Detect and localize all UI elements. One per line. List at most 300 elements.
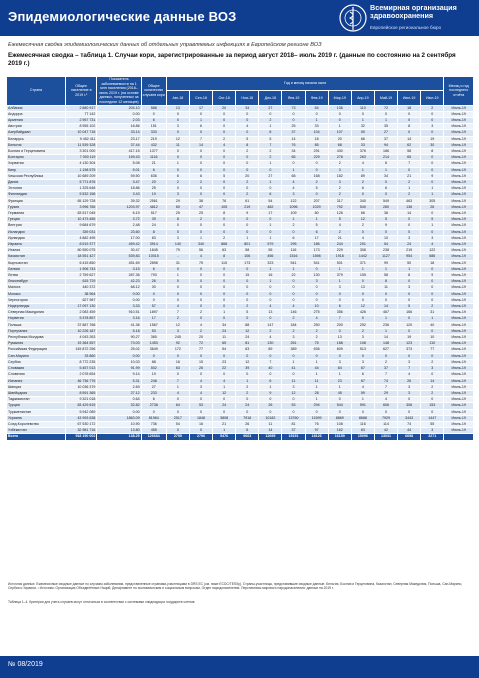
cell-month-value: 66 [351,136,374,142]
cell-month-value: 1 [305,397,328,403]
cell-country: Швейцария [7,390,66,396]
cell-country: Литва [7,273,66,279]
cell-month-value: 130 [305,273,328,279]
cell-month-value: 81 [282,421,305,427]
cell-total: 53 [141,328,166,334]
cell-month-value: 4 [189,254,212,260]
cell-month-value: 3 [166,328,189,334]
cell-month-value: 0 [259,217,282,223]
cell-month-value: 7 [374,384,397,390]
cell-month-value: 1 [305,117,328,123]
cell-month-value: 7929 [374,415,397,421]
cell-country: Румыния [7,341,66,347]
cell-month-value: 186 [374,148,397,154]
cell-month-value: 20 [328,136,351,142]
cell-month-value: 182 [328,173,351,179]
cell-incidence: 23.17 [97,136,141,142]
cell-country: Северная Македония [7,310,66,316]
cell-total: 1453 [141,341,166,347]
cell-month-value: 2 [328,229,351,235]
cell-total: 2738 [141,403,166,409]
cell-country: Австрия [7,124,66,130]
cell-country: Словакия [7,366,66,372]
cell-month-value: 4 [166,304,189,310]
col-header-month: Мар-19 [328,91,351,105]
cell-population: 18 551 427 [65,254,97,260]
cell-month-value: 54 [374,242,397,248]
cell-month-value: 549 [374,198,397,204]
cell-month-value: 1 [351,266,374,272]
cell-month-value: 586 [421,254,444,260]
cell-month-value: 68 [328,142,351,148]
cell-month-value: 0 [421,229,444,235]
cell-month-value: 0 [374,111,397,117]
cell-month-value: 0 [421,285,444,291]
cell-month-value: 55 [421,421,444,427]
cell-total: 6 [141,397,166,403]
cell-month-value: 6 [189,173,212,179]
cell-month-value: 501 [328,260,351,266]
cell-population: 8 955 102 [65,124,97,130]
cell-month-value: 5 [236,136,259,142]
cell-month-value: 35 [374,124,397,130]
cell-last-report: Июль-19 [444,328,474,334]
cell-month-value: 0 [166,372,189,378]
cell-month-value: 0 [213,316,236,322]
cell-population: 8 772 235 [65,359,97,365]
cell-month-value: 0 [421,211,444,217]
cell-month-value: 37 [374,366,397,372]
cell-population: 3 996 765 [65,204,97,210]
col-header-month: Авг-18 [166,91,189,105]
cell-month-value: 19 [421,136,444,142]
cell-incidence: 5.18 [97,328,141,334]
cell-month-value: 8 [398,273,421,279]
cell-country: Сан-Марино [7,353,66,359]
cell-month-value: 0 [236,297,259,303]
cell-month-value: 2 [236,390,259,396]
cell-month-value: 609 [328,347,351,353]
cell-last-report: Июль-19 [444,291,474,297]
cell-month-value: 34 [282,148,305,154]
cell-month-value: 1 [421,223,444,229]
cell-month-value: 0 [398,291,421,297]
cell-month-value: 148 [374,341,397,347]
cell-month-value: 0 [166,409,189,415]
cell-month-value: 1 [166,273,189,279]
cell-month-value: 0 [305,285,328,291]
cell-month-value: 3 [398,235,421,241]
cell-month-value: 4 [305,316,328,322]
cell-month-value: 1516 [282,254,305,260]
cell-month-value: 0 [398,111,421,117]
cell-month-value: 0 [189,111,212,117]
cell-month-value: 2 [351,180,374,186]
cell-month-value: 1 [259,161,282,167]
cell-month-value: 2 [305,328,328,334]
cell-month-value: 24 [236,335,259,341]
cell-last-report: Июль-19 [444,204,474,210]
cell-month-value: 2 [189,217,212,223]
cell-total: 83 [141,235,166,241]
cell-month-value: 188 [328,341,351,347]
cell-month-value: 0 [374,297,397,303]
cell-country: Испания [7,378,66,384]
cell-month-value: 0 [421,117,444,123]
cell-month-value: 0 [189,316,212,322]
cell-last-report: Июль-19 [444,211,474,217]
cell-population: 1 906 743 [65,266,97,272]
cell-country: Босния и Герцеговина [7,148,66,154]
cell-country: Узбекистан [7,428,66,434]
cell-last-report: Июль-19 [444,279,474,285]
cell-month-value: 0 [259,291,282,297]
cell-last-report: Июль-19 [444,148,474,154]
col-header-country: Страна [7,77,66,106]
cell-country: Венгрия [7,223,66,229]
cell-month-value: 26 [236,421,259,427]
cell-population: 2 083 459 [65,310,97,316]
cell-month-value: 34 [374,173,397,179]
cell-month-value: 1 [305,384,328,390]
cell-incidence: 10.90 [97,421,141,427]
cell-month-value: 0 [259,186,282,192]
cell-month-value: 15096 [351,434,374,440]
cell-month-value: 0 [213,279,236,285]
cell-month-value: 430 [328,148,351,154]
cell-month-value: 2 [166,180,189,186]
cell-total: 20 [141,180,166,186]
cell-month-value: 9 [421,273,444,279]
cell-last-report: Июль-19 [444,341,474,347]
cell-month-value: 3 [398,285,421,291]
cell-month-value: 2 [421,105,444,111]
cell-month-value: 0 [166,266,189,272]
cell-month-value: 0 [166,148,189,154]
cell-last-report: Июль-19 [444,192,474,198]
cell-population: 4 130 304 [65,161,97,167]
cell-month-value: 6 [282,235,305,241]
cell-month-value: 9 [259,390,282,396]
cell-month-value: 379 [328,273,351,279]
cell-incidence: 3.43 [97,192,141,198]
col-header-month: Май-19 [374,91,397,105]
cell-month-value: 245 [166,335,189,341]
cell-month-value: 275 [305,310,328,316]
cell-month-value: 3 [421,235,444,241]
cell-month-value: 11 [374,285,397,291]
cell-country: Люксембург [7,279,66,285]
cell-month-value: 1 [236,235,259,241]
cell-month-value: 24 [213,403,236,409]
cell-month-value: 868 [213,242,236,248]
cell-country: Соед.Королевство [7,421,66,427]
col-header-month: Ноя-18 [236,91,259,105]
col-header-month: Апр-19 [351,91,374,105]
cell-month-value: 10 [374,235,397,241]
cell-month-value: 3 [398,359,421,365]
cell-month-value: 376 [351,148,374,154]
cell-month-value: 0 [398,217,421,223]
cell-month-value: 0 [421,291,444,297]
cell-month-value: 4 [259,304,282,310]
cell-month-value: 0 [166,297,189,303]
cell-month-value: 1029 [305,204,328,210]
cell-incidence: 539.83 [97,254,141,260]
cell-month-value: 3 [166,124,189,130]
cell-month-value: 7 [259,359,282,365]
cell-month-value: 16 [189,421,212,427]
cell-month-value: 0 [213,304,236,310]
org-region: Европейское региональное бюро [370,25,442,30]
cell-month-value: 14 [398,211,421,217]
cell-month-value: 2 [421,384,444,390]
cell-total: 24 [141,223,166,229]
cell-population: 19 364 557 [65,341,97,347]
cell-population: 2 957 731 [65,117,97,123]
cell-month-value: 373 [398,347,421,353]
cell-month-value: 47 [189,204,212,210]
cell-month-value: 173 [236,260,259,266]
cell-month-value: 9 [236,211,259,217]
cell-month-value: 0 [421,328,444,334]
cell-month-value: 41 [282,366,305,372]
cell-month-value: 6 [374,186,397,192]
cell-last-report: Июль-19 [444,415,474,421]
cell-month-value: 2 [259,155,282,161]
cell-month-value: 54 [213,347,236,353]
cell-month-value: 0 [259,297,282,303]
cell-month-value: 1848 [189,415,212,421]
cell-month-value: 23 [213,359,236,365]
cell-incidence: 0.00 [97,291,141,297]
cell-month-value: 50 [351,130,374,136]
cell-country: Российская Федерация [7,347,66,353]
cell-month-value: 10 [305,304,328,310]
cell-month-value: 2 [189,180,212,186]
cell-month-value: 0 [213,130,236,136]
cell-month-value: 1096 [282,204,305,210]
cell-country: Эстония [7,186,66,192]
cell-population: 17 097 130 [65,304,97,310]
cell-month-value: 2 [189,328,212,334]
cell-last-report: Июль-19 [444,173,474,179]
cell-month-value: 147 [259,322,282,328]
cell-month-value: 389 [282,347,305,353]
cell-month-value: 89 [259,347,282,353]
cell-country: Германия [7,211,66,217]
cell-month-value: 0 [398,409,421,415]
cell-month-value: 8 [398,124,421,130]
cell-month-value: 0 [421,409,444,415]
cell-population: 65 129 728 [65,198,97,204]
cell-month-value: 68 [282,173,305,179]
cell-month-value: 340 [351,198,374,204]
cell-month-value: 14 [421,378,444,384]
cell-incidence: 9.14 [97,372,141,378]
cell-month-value: 8 [259,130,282,136]
cell-month-value: 467 [374,310,397,316]
cell-last-report: Июль-19 [444,403,474,409]
cell-month-value: 1 [259,279,282,285]
cell-last-report: Июль-19 [444,316,474,322]
cell-incidence: 0.00 [97,409,141,415]
cell-month-value: 45 [328,390,351,396]
cell-month-value: 0 [236,291,259,297]
cell-incidence: 287.36 [97,273,141,279]
cell-total: 8 [141,229,166,235]
cell-month-value: 1 [259,124,282,130]
cell-incidence: 159.43 [97,155,141,161]
cell-population: 4 043 263 [65,335,97,341]
cell-month-value: 0 [189,273,212,279]
cell-month-value: 12 [166,322,189,328]
cell-month-value: 0 [282,291,305,297]
cell-month-value: 8 [374,279,397,285]
cell-population: 38 964 [65,291,97,297]
cell-month-value: 0 [398,328,421,334]
cell-month-value: 4 [213,142,236,148]
cell-month-value: 63 [351,428,374,434]
cell-month-value: 1 [305,359,328,365]
cell-total: 19 [141,372,166,378]
cell-country: Кипр [7,167,66,173]
cell-country: Словения [7,372,66,378]
cell-country: Ирландия [7,235,66,241]
cell-month-value: 13 [351,285,374,291]
cell-month-value: 252 [351,322,374,328]
cell-month-value: 0 [236,279,259,285]
cell-last-report: Июль-19 [444,359,474,365]
col-header-incidence: Показатель заболеваемости на 1 млн населения (2018– июль 2019 г. (на основе данных, полученных за последние 12 месяцев) [97,77,141,106]
cell-month-value: 0 [166,117,189,123]
cell-month-value: 13 [328,335,351,341]
cell-month-value: 0 [328,397,351,403]
cell-month-value: 168 [305,173,328,179]
cell-month-value: 7 [374,372,397,378]
cell-month-value: 18 [421,260,444,266]
cell-month-value: 0 [328,111,351,117]
cell-month-value: 105 [213,204,236,210]
cell-month-value: 58 [236,248,259,254]
cell-month-value: 155 [351,273,374,279]
cell-month-value: 11 [259,421,282,427]
cell-incidence: 3.15 [97,266,141,272]
cell-month-value: 0 [166,291,189,297]
cell-month-value: 0 [236,155,259,161]
cell-last-report: Июль-19 [444,167,474,173]
cell-country: Всего [7,434,66,440]
cell-month-value: 5 [259,136,282,142]
cell-month-value: 482 [259,204,282,210]
cell-month-value: 0 [166,130,189,136]
cell-month-value: 8 [166,217,189,223]
cell-country: Армения [7,117,66,123]
cell-incidence: 42.23 [97,279,141,285]
cell-last-report: Июль-19 [444,161,474,167]
cell-month-value: 0 [236,167,259,173]
cell-month-value: 0 [236,316,259,322]
cell-month-value: 792 [328,204,351,210]
cell-month-value: 39 [236,366,259,372]
cell-month-value: 60 [166,204,189,210]
cell-incidence: 3.47 [97,180,141,186]
cell-month-value: 13 [259,310,282,316]
cell-month-value: 3 [328,359,351,365]
cell-month-value: 2 [236,148,259,154]
cell-month-value: 7 [398,161,421,167]
cell-month-value: 1442 [351,254,374,260]
cell-month-value: 11 [282,378,305,384]
cell-month-value: 1918 [328,254,351,260]
cell-incidence: 30.47 [97,248,141,254]
cell-month-value: 1 [282,167,305,173]
measles-table-wrapper [6,76,474,441]
cell-month-value: 92 [166,341,189,347]
cell-month-value: 0 [282,397,305,403]
cell-month-value: 166 [398,310,421,316]
cell-month-value: 317 [328,198,351,204]
cell-month-value: 0 [213,297,236,303]
cell-month-value: 3 [328,167,351,173]
cell-month-value: 84 [328,366,351,372]
cell-incidence: 2.69 [97,384,141,390]
cell-population: 10 473 455 [65,217,97,223]
cell-population: 5 532 156 [65,192,97,198]
cell-population: 3 301 000 [65,148,97,154]
cell-incidence: 3.33 [97,304,141,310]
cell-month-value: 0 [189,397,212,403]
cell-month-value: - [166,254,189,260]
cell-month-value: 16 [259,273,282,279]
cell-month-value: 5 [305,223,328,229]
cell-month-value: 122 [282,198,305,204]
cell-month-value: 0 [374,409,397,415]
cell-population: 4 882 495 [65,235,97,241]
cell-month-value: 0 [259,167,282,173]
cell-month-value: 42 [374,428,397,434]
cell-month-value: 12 [351,217,374,223]
cell-month-value: 1 [282,266,305,272]
cell-population: 145 872 256 [65,347,97,353]
col-header-month: Июл-19 [421,91,444,105]
cell-month-value: 244 [328,242,351,248]
cell-last-report: Июль-19 [444,105,474,111]
cell-month-value: 0 [166,428,189,434]
cell-month-value: 12 [166,136,189,142]
cell-incidence: 41.36 [97,322,141,328]
cell-month-value: 1 [259,235,282,241]
cell-month-value: 6 [351,186,374,192]
cell-month-value: 0 [189,409,212,415]
cell-incidence: 25.02 [97,347,141,353]
cell-month-value: 74 [398,421,421,427]
cell-month-value: 5 [398,304,421,310]
cell-month-value: 0 [236,266,259,272]
cell-month-value: 106 [236,254,259,260]
cell-month-value: 173 [305,248,328,254]
cell-month-value: 6 [328,304,351,310]
cell-month-value: 1 [398,266,421,272]
cell-total: 3649 [141,347,166,353]
cell-month-value: 1 [282,359,305,365]
cell-month-value: 201 [351,242,374,248]
cell-month-value: 0 [189,291,212,297]
cell-month-value: 13 [166,105,189,111]
cell-month-value: 2517 [166,415,189,421]
cell-month-value: 64 [305,105,328,111]
cell-month-value: 0 [236,229,259,235]
